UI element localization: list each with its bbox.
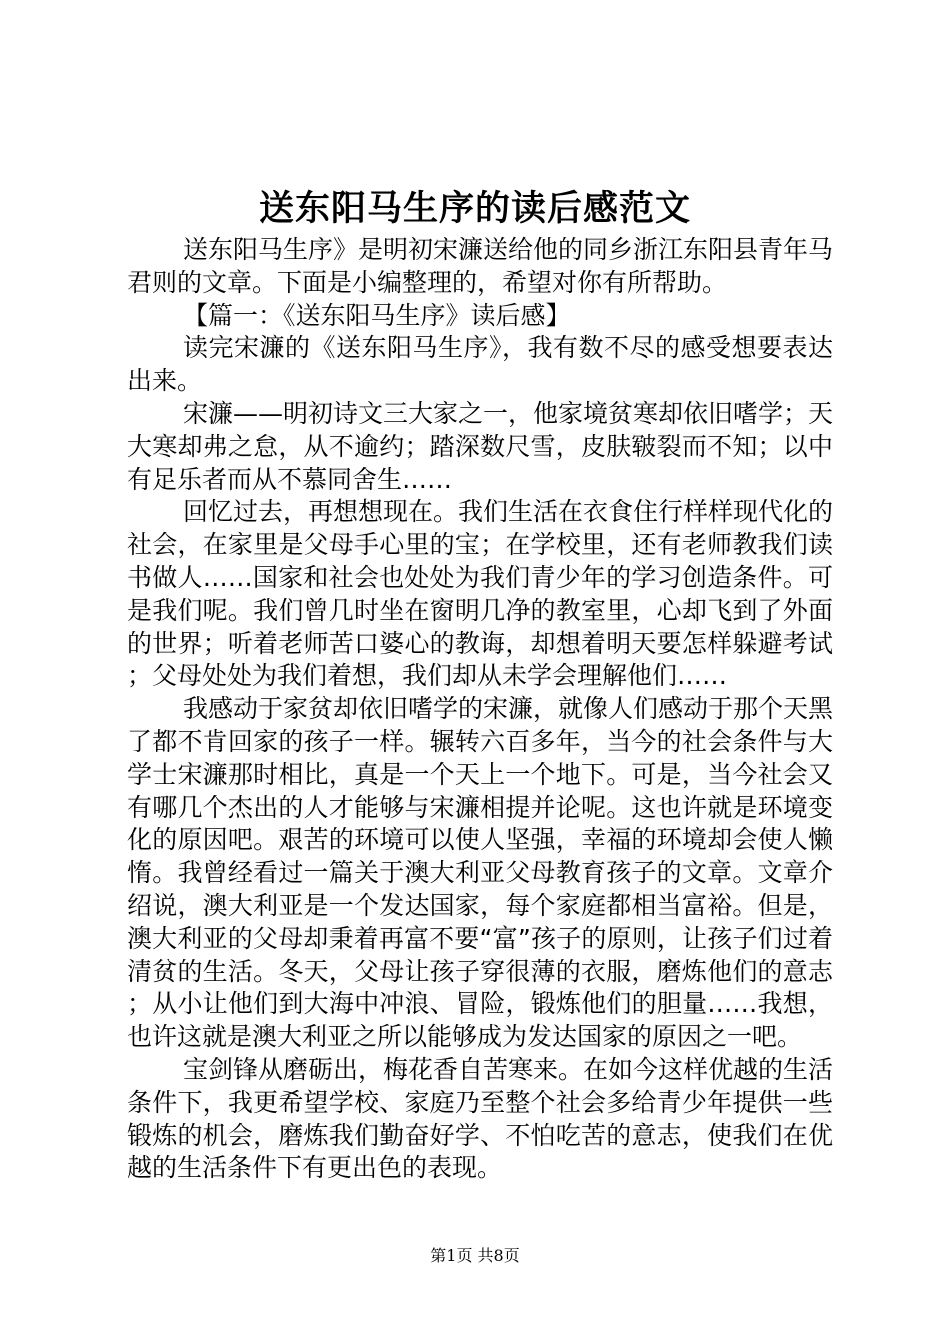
document-title: 送东阳马生序的读后感范文: [258, 188, 691, 229]
paragraph: 读完宋濂的《送东阳马生序》，我有数不尽的感受想要表达出来。: [127, 333, 833, 396]
paragraph: 宝剑锋从磨砺出，梅花香自苦寒来。在如今这样优越的生活条件下，我更希望学校、家庭乃至整个社会多给青少年提供一些锻炼的机会，磨炼我们勤奋好学、不怕吃苦的意志，使我们在优越的生活条件下有更出色的表现。: [127, 1054, 834, 1183]
paragraph: 回忆过去，再想想现在。我们生活在衣食住行样样现代化的社会，在家里是父母手心里的宝；在学校里，还有老师教我们读书做人……国家和社会也处处为我们青少年的学习创造条件。可是我们呢。我们曾几时坐在窗明几净的教室里，心却飞到了外面的世界；听着老师苦口婆心的教诲，却想着明天要怎样躲避考试；父母处处为我们着想，我们却从未学会理解他们……: [127, 497, 834, 691]
section-heading: 【篇一：《送东阳马生序》读后感】: [183, 300, 571, 330]
paragraph: 宋濂——明初诗文三大家之一，他家境贫寒却依旧嗜学；天大寒却弗之怠，从不逾约；踏深数尺雪，皮肤皲裂而不知；以中有足乐者而从不慕同舍生……: [127, 398, 834, 494]
paragraph: 我感动于家贫却依旧嗜学的宋濂，就像人们感动于那个天黑了都不肯回家的孩子一样。辗转六百多年，当今的社会条件与大学士宋濂那时相比，真是一个天上一个地下。可是，当今社会又有哪几个杰出的人才能够与宋濂相提并论呢。这也许就是环境变化的原因吧。艰苦的环境可以使人坚强，幸福的环境却会使人懒惰。我曾经看过一篇关于澳大利亚父母教育孩子的文章。文章介绍说，澳大利亚是一个发达国家，每个家庭都相当富裕。但是，澳大利亚的父母却秉着再富不要“富”孩子的原则，让孩子们过着清贫的生活。冬天，父母让孩子穿很薄的衣服，磨炼他们的意志；从小让他们到大海中冲浪、冒险，锻炼他们的胆量……我想，也许这就是澳大利亚之所以能够成为发达国家的原因之一吧。: [127, 694, 834, 1052]
paragraph-intro: 送东阳马生序》是明初宋濂送给他的同乡浙江东阳县青年马君则的文章。下面是小编整理的，希望对你有所帮助。: [127, 235, 834, 297]
page-number-footer: 第1页 共8页: [430, 1246, 520, 1265]
document-body: [127, 234, 833, 1185]
